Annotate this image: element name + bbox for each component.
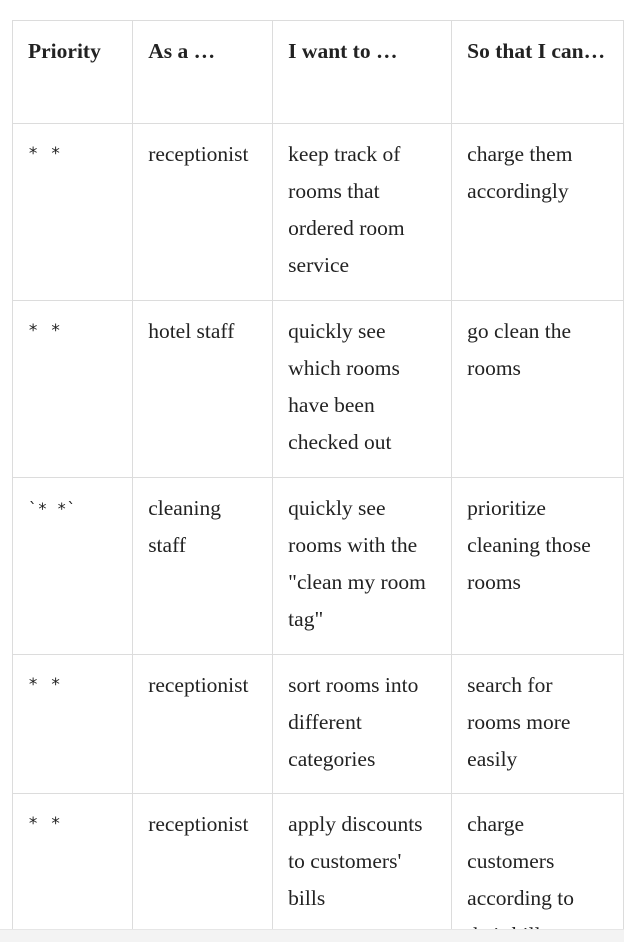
priority-cell: `* *` [13, 478, 133, 655]
want-cell: quickly see rooms with the "clean my room tag" [273, 478, 452, 655]
benefit-cell: prioritize cleaning those rooms [452, 478, 624, 655]
table-header-row [13, 21, 624, 124]
table-row [13, 124, 624, 301]
horizontal-scrollbar[interactable] [0, 929, 624, 942]
priority-cell: * * [13, 124, 133, 301]
want-cell: sort rooms into different categories [273, 655, 452, 794]
header-priority: Priority [13, 21, 133, 124]
want-cell: quickly see which rooms have been checked out [273, 301, 452, 478]
table-row [13, 794, 624, 942]
priority-cell: * * [13, 655, 133, 794]
role-cell: receptionist [133, 794, 273, 942]
priority-cell: * * [13, 794, 133, 942]
role-cell: cleaning staff [133, 478, 273, 655]
benefit-cell: search for rooms more easily [452, 655, 624, 794]
benefit-cell: charge them accordingly [452, 124, 624, 301]
role-cell: receptionist [133, 655, 273, 794]
header-i-want-to: I want to … [273, 21, 452, 124]
role-cell: receptionist [133, 124, 273, 301]
user-stories-table [12, 20, 624, 942]
header-so-that-i-can: So that I can… [452, 21, 624, 124]
role-cell: hotel staff [133, 301, 273, 478]
want-cell: keep track of rooms that ordered room service [273, 124, 452, 301]
table-row [13, 655, 624, 794]
benefit-cell: go clean the rooms [452, 301, 624, 478]
want-cell: apply discounts to customers' bills [273, 794, 452, 942]
table-row [13, 478, 624, 655]
table-row [13, 301, 624, 478]
benefit-cell: charge customers according to [452, 794, 624, 942]
header-as-a: As a … [133, 21, 273, 124]
priority-cell: * * [13, 301, 133, 478]
